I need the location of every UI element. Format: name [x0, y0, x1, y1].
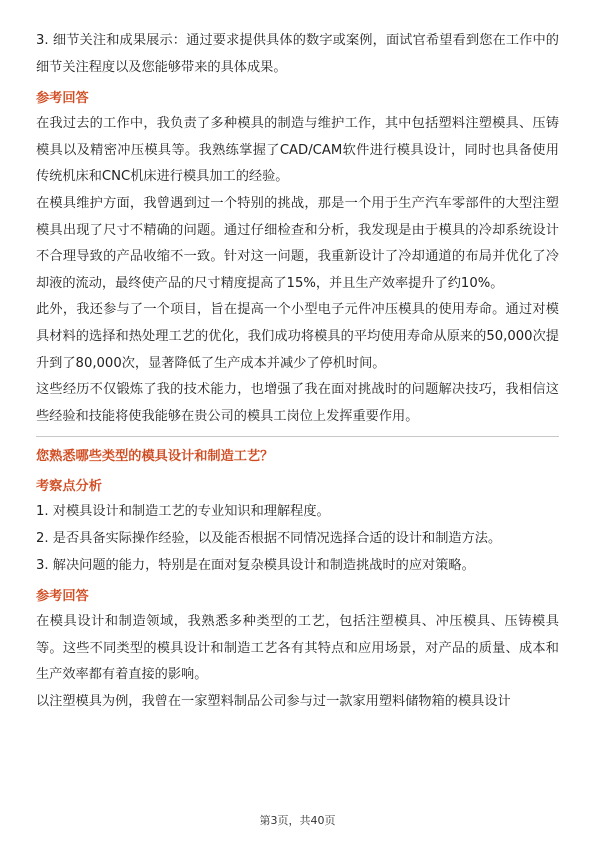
answer-paragraph: 在我过去的工作中，我负责了多种模具的制造与维护工作，其中包括塑料注塑模具、压铸模具以及精密冲压模具等。我熟练掌握了CAD/CAM软件进行模具设计，同时也具备使用传统机床和CNC机床进行模具加工的经验。 — [36, 116, 559, 185]
document-page — [36, 28, 559, 715]
answer-heading: 参考回答 — [36, 589, 89, 605]
answer-paragraph: 此外，我还参与了一个项目，旨在提高一个小型电子元件冲压模具的使用寿命。通过对模具材料的选择和热处理工艺的优化，我们成功将模具的平均使用寿命从原来的50,000次提升到了80,000次，显著降低了生产成本并减少了停机时间。 — [36, 302, 559, 371]
answer-heading: 参考回答 — [36, 91, 89, 107]
answer-paragraph: 在模具维护方面，我曾遇到过一个特别的挑战，那是一个用于生产汽车零部件的大型注塑模具出现了尺寸不精确的问题。通过仔细检查和分析，我发现是由于模具的冷却系统设计不合理导致的产品收缩不一致。针对这一问题，我重新设计了冷却通道的布局并优化了冷却液的流动，最终使产品的尺寸精度提高了15%，并且生产效率提升了约10%。 — [36, 195, 559, 291]
question-title: 您熟悉哪些类型的模具设计和制造工艺？ — [36, 449, 274, 465]
page-number: 第3页，共40页 — [259, 814, 336, 827]
analysis-item: 2. 是否具备实际操作经验，以及能否根据不同情况选择合适的设计和制造方法。 — [36, 530, 502, 546]
answer-paragraph: 在模具设计和制造领域，我熟悉多种类型的工艺，包括注塑模具、冲压模具、压铸模具等。这些不同类型的模具设计和制造工艺各有其特点和应用场景，对产品的质量、成本和生产效率都有着直接的影响。 — [36, 614, 559, 683]
analysis-item: 1. 对模具设计和制造工艺的专业知识和理解程度。 — [36, 504, 330, 520]
answer-paragraph: 以注塑模具为例，我曾在一家塑料制品公司参与过一款家用塑料储物箱的模具设计 — [36, 693, 511, 709]
answer-paragraph: 这些经历不仅锻炼了我的技术能力，也增强了我在面对挑战时的问题解决技巧，我相信这些经验和技能将使我能够在贵公司的模具工岗位上发挥重要作用。 — [36, 382, 559, 424]
section-divider — [36, 436, 559, 437]
intro-item: 3. 细节关注和成果展示：通过要求提供具体的数字或案例，面试官希望看到您在工作中的细节关注程度以及您能够带来的具体成果。 — [36, 33, 559, 75]
analysis-item: 3. 解决问题的能力，特别是在面对复杂模具设计和制造挑战时的应对策略。 — [36, 557, 475, 573]
analysis-heading: 考察点分析 — [36, 479, 102, 495]
